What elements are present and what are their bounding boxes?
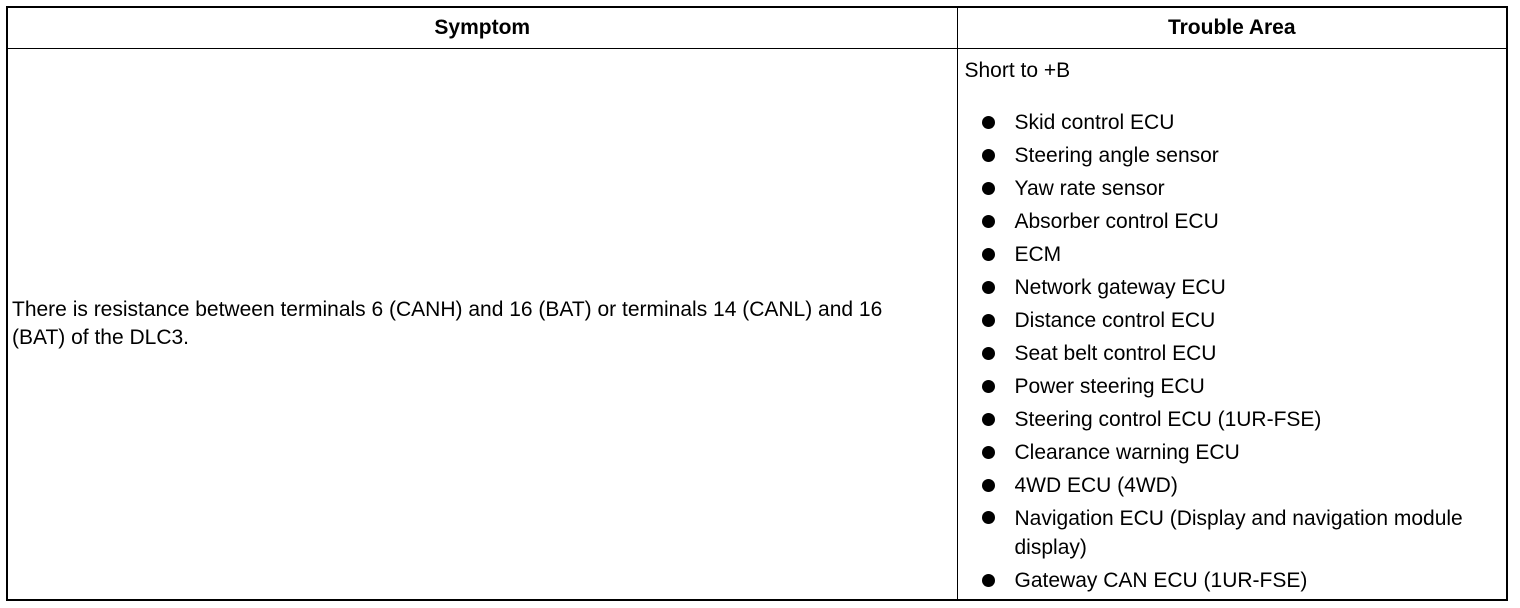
bullet-icon (982, 511, 995, 524)
list-item (982, 106, 1507, 139)
bullet-icon (982, 182, 995, 195)
bullet-icon (982, 446, 995, 459)
list-item-label: Gateway CAN ECU (1UR-FSE) (1014, 569, 1308, 592)
bullet-icon (982, 347, 995, 360)
list-item (982, 436, 1507, 469)
bullet-icon (982, 215, 995, 228)
header-symptom: Symptom (7, 7, 957, 49)
list-item (982, 139, 1507, 172)
bullet-icon (982, 116, 995, 129)
trouble-area-cell (957, 49, 1507, 601)
bullet-icon (982, 574, 995, 587)
trouble-area-list (965, 106, 1507, 597)
bullet-icon (982, 380, 995, 393)
list-item-label: Network gateway ECU (1014, 276, 1226, 299)
symptom-cell: There is resistance between terminals 6 (CANH) and 16 (BAT) or terminals 14 (CANL) and 16 (BAT) of the DLC3. (7, 49, 957, 601)
list-item (982, 469, 1507, 502)
bullet-icon (982, 413, 995, 426)
list-item (982, 304, 1507, 337)
list-item-label: Clearance warning ECU (1014, 441, 1240, 464)
list-item-label: ECM (1014, 243, 1062, 266)
list-item-label: Skid control ECU (1014, 111, 1175, 134)
list-item-label: 4WD ECU (4WD) (1014, 474, 1178, 497)
list-item (982, 238, 1507, 271)
bullet-icon (982, 314, 995, 327)
bullet-icon (982, 248, 995, 261)
list-item-label: Navigation ECU (Display and navigation module display) (1014, 507, 1463, 559)
list-item (982, 564, 1507, 597)
list-item-label: Steering angle sensor (1014, 144, 1219, 167)
bullet-icon (982, 149, 995, 162)
list-item-label: Power steering ECU (1014, 375, 1205, 398)
list-item-label: Distance control ECU (1014, 309, 1216, 332)
list-item-label: Absorber control ECU (1014, 210, 1219, 233)
list-item-label: Steering control ECU (1UR-FSE) (1014, 408, 1322, 431)
list-item (982, 205, 1507, 238)
bullet-icon (982, 281, 995, 294)
list-item (982, 271, 1507, 304)
list-item (982, 403, 1507, 436)
symptom-table (6, 6, 1508, 601)
trouble-intro: Short to +B (964, 59, 1071, 82)
list-item (982, 370, 1507, 403)
list-item (982, 337, 1507, 370)
table-row (7, 49, 1507, 601)
list-item (982, 172, 1507, 205)
header-trouble-area: Trouble Area (957, 7, 1507, 49)
bullet-icon (982, 479, 995, 492)
list-item-label: Seat belt control ECU (1014, 342, 1217, 365)
list-item-label: Yaw rate sensor (1014, 177, 1165, 200)
table-header-row (7, 7, 1507, 49)
list-item (982, 502, 1507, 564)
